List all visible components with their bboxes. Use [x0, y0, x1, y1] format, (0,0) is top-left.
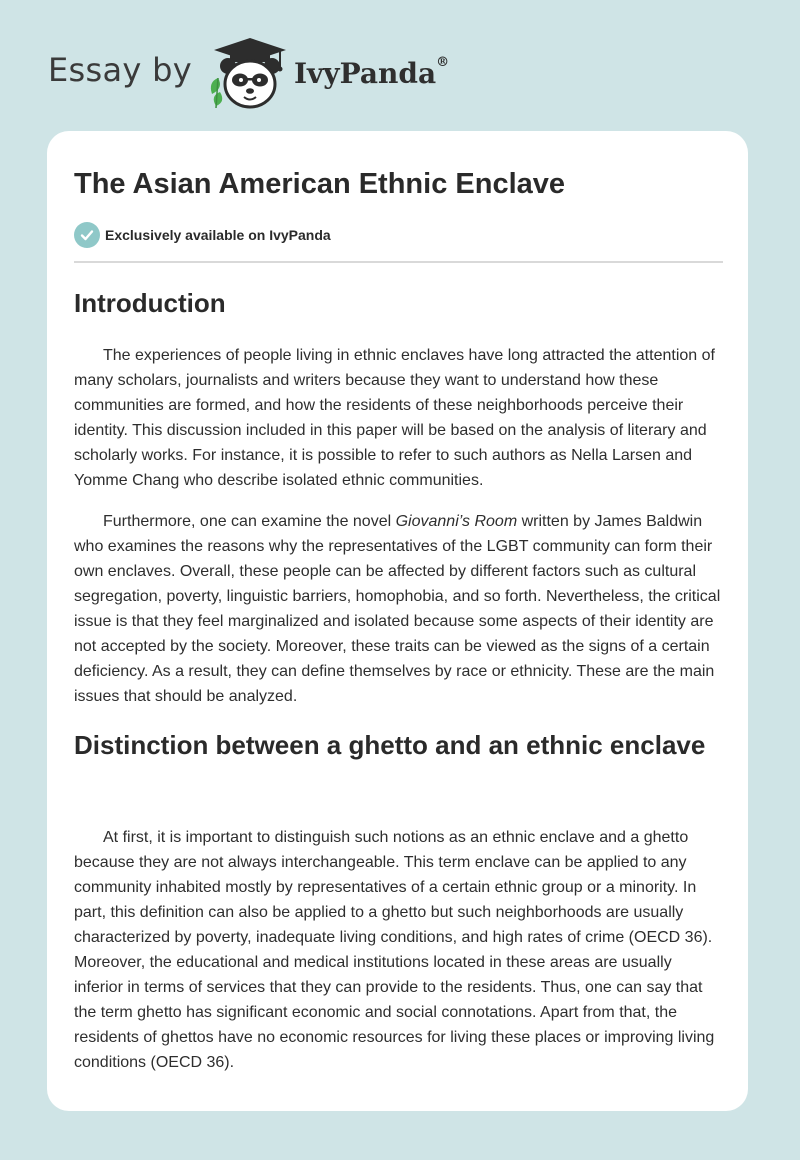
site-header: [48, 34, 449, 110]
paragraph: Furthermore, one can examine the novel Giovanni’s Room written by James Baldwin who examines the reasons why the representatives of the LGBT community can form their own enclaves. Overall, these people can be affected by different factors such as cultural segregation, poverty, linguistic barriers, homophobia, and so forth. Nevertheless, the critical issue is that they feel marginalized and isolated because some aspects of their identity are not accepted by the society. Moreover, these traits can be viewed as the signs of a certain deficiency. As a result, they can define themselves by race or ethnicity. These are the main issues that should be analyzed.: [74, 513, 721, 705]
section-heading-introduction: Introduction: [74, 288, 226, 318]
article-card: [47, 131, 748, 1111]
book-title: Giovanni’s Room: [395, 513, 518, 530]
panda-graduate-icon[interactable]: [206, 34, 286, 110]
brand-name[interactable]: IvyPanda®: [293, 54, 450, 90]
exclusive-badge: [74, 222, 331, 248]
check-circle-icon: [74, 222, 100, 248]
exclusive-badge-label: Exclusively available on IvyPanda: [105, 227, 331, 243]
paragraph: The experiences of people living in ethnic enclaves have long attracted the attention of many scholars, journalists and writers because they want to understand how these communities are formed, and how the residents of these neighborhoods perceive their identity. This discussion included in this paper will be based on the analysis of literary and scholarly works. For instance, it is possible to refer to such authors as Nella Larsen and Yomme Chang who describe isolated ethnic communities.: [74, 347, 715, 489]
article-title: The Asian American Ethnic Enclave: [74, 168, 566, 200]
registered-mark: ®: [436, 54, 450, 70]
paragraph: At first, it is important to distinguish such notions as an ethnic enclave and a ghetto because they are not always interchangeable. This term enclave can be applied to any community inhabited mostly by representatives of a certain ethnic group or a minority. In part, this definition can also be applied to a ghetto but such neighborhoods are usually characterized by poverty, inadequate living conditions, and high rates of crime (OECD 36). Moreover, the educational and medical institutions located in these areas are usually inferior in terms of services that they can provide to the residents. Thus, one can say that the term ghetto has significant economic and social connotations. Apart from that, the residents of ghettos have no economic resources for living these places or improving living conditions (OECD 36).: [74, 829, 715, 1071]
section-heading-distinction: Distinction between a ghetto and an ethnic enclave: [74, 730, 706, 760]
essay-by-label: Essay by: [48, 51, 192, 89]
title-divider: [74, 261, 723, 263]
